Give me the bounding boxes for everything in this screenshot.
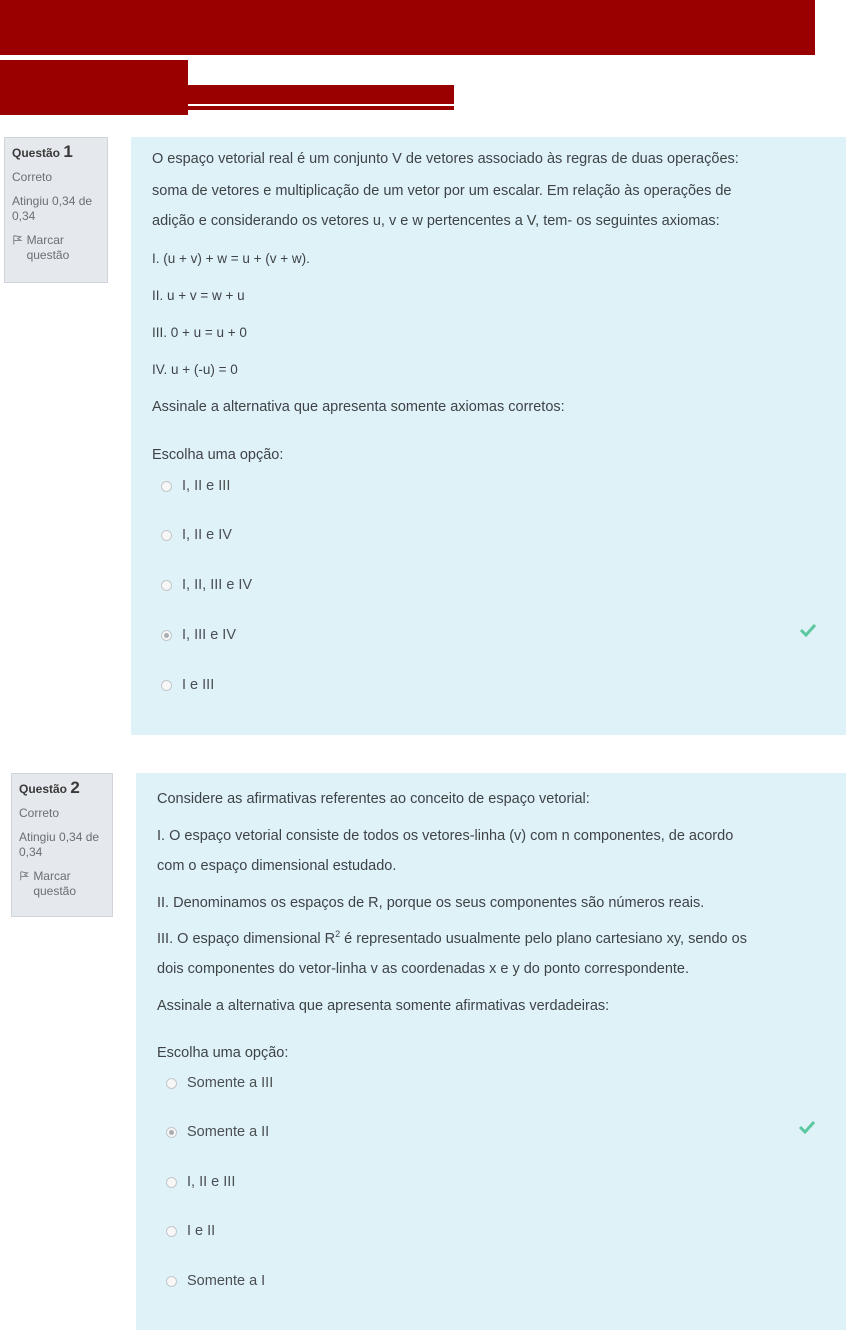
choose-option-label: Escolha uma opção: bbox=[152, 447, 284, 463]
radio-button-checked[interactable] bbox=[161, 630, 172, 641]
question-text-line: III. 0 + u = u + 0 bbox=[152, 325, 247, 340]
answer-option-selected[interactable]: Somente a II bbox=[166, 1124, 269, 1140]
question-info-panel bbox=[4, 137, 108, 283]
question-text-line: I. (u + v) + w = u + (v + w). bbox=[152, 251, 310, 266]
question-info-panel bbox=[11, 773, 113, 917]
flag-question-link[interactable]: Marcar questão bbox=[12, 233, 100, 263]
redacted-header-bar bbox=[0, 0, 815, 55]
question-text-line: Assinale a alternativa que apresenta somente axiomas corretos: bbox=[152, 399, 565, 415]
answer-option[interactable]: I e II bbox=[166, 1223, 215, 1239]
correct-check-icon bbox=[798, 1120, 816, 1134]
answer-option[interactable]: I e III bbox=[161, 677, 214, 693]
question-number: 2 bbox=[70, 778, 80, 797]
question-text-line: II. Denominamos os espaços de R, porque os seus componentes são números reais. bbox=[157, 895, 705, 911]
question-content bbox=[131, 137, 846, 735]
redacted-header-line bbox=[188, 104, 454, 106]
question-text-line: com o espaço dimensional estudado. bbox=[157, 858, 397, 874]
question-title: Questão 1 bbox=[12, 142, 73, 161]
question-number: 1 bbox=[63, 142, 73, 161]
radio-button[interactable] bbox=[161, 530, 172, 541]
question-text-line: Considere as afirmativas referentes ao conceito de espaço vetorial: bbox=[157, 791, 590, 807]
question-text-line: II. u + v = w + u bbox=[152, 288, 245, 303]
question-state: Correto bbox=[12, 170, 53, 184]
question-state: Correto bbox=[19, 806, 60, 820]
choose-option-label: Escolha uma opção: bbox=[157, 1045, 289, 1061]
question-text-line: I. O espaço vetorial consiste de todos os vetores-linha (v) com n componentes, de acordo bbox=[157, 828, 734, 844]
answer-option[interactable]: I, II e III bbox=[166, 1174, 235, 1190]
question-text-line: O espaço vetorial real é um conjunto V de vetores associado às regras de duas operações: bbox=[152, 151, 739, 167]
question-grade: Atingiu 0,34 de 0,34 bbox=[19, 830, 100, 859]
question-title: Questão 2 bbox=[19, 778, 80, 797]
question-text-line: soma de vetores e multiplicação de um vetor por um escalar. Em relação às operações de bbox=[152, 183, 732, 199]
question-content bbox=[136, 773, 846, 1330]
radio-button[interactable] bbox=[166, 1177, 177, 1188]
redacted-header-strip bbox=[188, 85, 454, 110]
flag-icon bbox=[12, 234, 23, 246]
answer-option[interactable]: I, II, III e IV bbox=[161, 577, 252, 593]
radio-button[interactable] bbox=[161, 580, 172, 591]
redacted-header-block bbox=[0, 60, 188, 115]
flag-icon bbox=[19, 870, 29, 882]
correct-check-icon bbox=[799, 623, 817, 637]
radio-button[interactable] bbox=[161, 481, 172, 492]
answer-option[interactable]: Somente a I bbox=[166, 1273, 265, 1289]
question-text-line: adição e considerando os vetores u, v e w pertencentes a V, tem- os seguintes axiomas: bbox=[152, 213, 720, 229]
radio-button[interactable] bbox=[161, 680, 172, 691]
flag-question-link[interactable]: Marcar questão bbox=[19, 869, 105, 899]
question-text-line: Assinale a alternativa que apresenta somente afirmativas verdadeiras: bbox=[157, 998, 610, 1014]
question-text-line: dois componentes do vetor-linha v as coordenadas x e y do ponto correspondente. bbox=[157, 961, 690, 977]
answer-option[interactable]: Somente a III bbox=[166, 1075, 273, 1091]
radio-button-checked[interactable] bbox=[166, 1127, 177, 1138]
radio-button[interactable] bbox=[166, 1276, 177, 1287]
radio-button[interactable] bbox=[166, 1226, 177, 1237]
answer-option[interactable]: I, II e III bbox=[161, 478, 230, 494]
answer-option-selected[interactable]: I, III e IV bbox=[161, 627, 236, 643]
radio-button[interactable] bbox=[166, 1078, 177, 1089]
question-text-line: IV. u + (-u) = 0 bbox=[152, 362, 238, 377]
question-text-line: III. O espaço dimensional $R^2$ é representado usualmente pelo plano cartesiano xy, sendo os bbox=[157, 929, 747, 947]
question-grade: Atingiu 0,34 de 0,34 bbox=[12, 194, 93, 223]
answer-option[interactable]: I, II e IV bbox=[161, 527, 232, 543]
